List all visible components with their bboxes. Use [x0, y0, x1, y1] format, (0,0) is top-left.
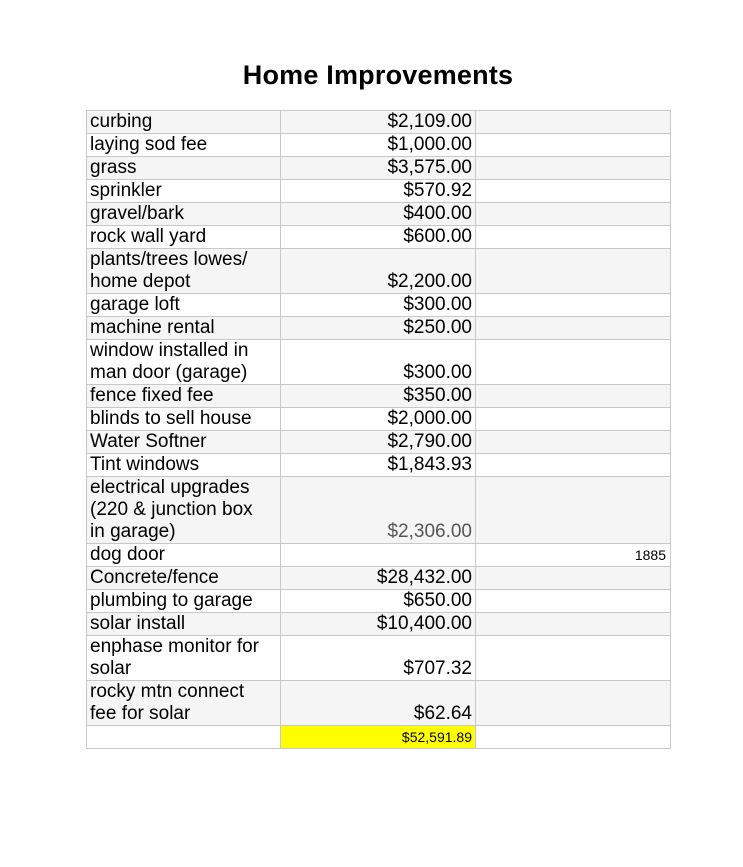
table-row — [87, 111, 671, 134]
improvements-table — [86, 110, 671, 749]
extra-cell[interactable] — [476, 180, 671, 203]
extra-cell[interactable] — [476, 157, 671, 180]
amount-cell[interactable]: $1,000.00 — [281, 134, 476, 157]
extra-cell[interactable] — [476, 477, 671, 544]
amount-cell[interactable]: $300.00 — [281, 294, 476, 317]
amount-cell[interactable]: $250.00 — [281, 317, 476, 340]
table-row — [87, 613, 671, 636]
table-row — [87, 294, 671, 317]
table-row — [87, 590, 671, 613]
item-cell[interactable]: rocky mtn connect fee for solar — [87, 681, 281, 726]
item-cell[interactable]: window installed in man door (garage) — [87, 340, 281, 385]
item-cell[interactable]: curbing — [87, 111, 281, 134]
extra-cell[interactable] — [476, 226, 671, 249]
extra-cell[interactable] — [476, 317, 671, 340]
table-row — [87, 317, 671, 340]
extra-cell[interactable]: 1885 — [476, 544, 671, 567]
table-row — [87, 431, 671, 454]
total-label-cell[interactable] — [87, 726, 281, 749]
item-cell[interactable]: laying sod fee — [87, 134, 281, 157]
amount-cell[interactable]: $350.00 — [281, 385, 476, 408]
item-cell[interactable]: electrical upgrades (220 & junction box in garage) — [87, 477, 281, 544]
amount-cell[interactable]: $707.32 — [281, 636, 476, 681]
item-cell[interactable]: sprinkler — [87, 180, 281, 203]
extra-cell[interactable] — [476, 134, 671, 157]
extra-cell[interactable] — [476, 385, 671, 408]
table-row — [87, 203, 671, 226]
item-cell[interactable]: gravel/bark — [87, 203, 281, 226]
amount-cell[interactable]: $570.92 — [281, 180, 476, 203]
extra-cell[interactable] — [476, 590, 671, 613]
item-cell[interactable]: machine rental — [87, 317, 281, 340]
item-cell[interactable]: grass — [87, 157, 281, 180]
total-extra-cell[interactable] — [476, 726, 671, 749]
table-row — [87, 681, 671, 726]
table-row — [87, 636, 671, 681]
extra-cell[interactable] — [476, 681, 671, 726]
table-row — [87, 340, 671, 385]
amount-cell[interactable]: $1,843.93 — [281, 454, 476, 477]
table-row — [87, 408, 671, 431]
extra-cell[interactable] — [476, 636, 671, 681]
item-cell[interactable]: fence fixed fee — [87, 385, 281, 408]
total-row — [87, 726, 671, 749]
table-row — [87, 544, 671, 567]
table-body — [87, 111, 671, 749]
table-row — [87, 180, 671, 203]
item-cell[interactable]: solar install — [87, 613, 281, 636]
total-amount-cell[interactable]: $52,591.89 — [281, 726, 476, 749]
item-cell[interactable]: plumbing to garage — [87, 590, 281, 613]
amount-cell[interactable]: $2,109.00 — [281, 111, 476, 134]
item-cell[interactable]: blinds to sell house — [87, 408, 281, 431]
amount-cell[interactable]: $28,432.00 — [281, 567, 476, 590]
extra-cell[interactable] — [476, 567, 671, 590]
table-row — [87, 226, 671, 249]
item-cell[interactable]: garage loft — [87, 294, 281, 317]
item-cell[interactable]: Tint windows — [87, 454, 281, 477]
extra-cell[interactable] — [476, 408, 671, 431]
item-cell[interactable]: dog door — [87, 544, 281, 567]
item-cell[interactable]: enphase monitor for solar — [87, 636, 281, 681]
amount-cell[interactable]: $600.00 — [281, 226, 476, 249]
extra-cell[interactable] — [476, 613, 671, 636]
table-row — [87, 157, 671, 180]
amount-cell[interactable]: $2,200.00 — [281, 249, 476, 294]
table-row — [87, 134, 671, 157]
extra-cell[interactable] — [476, 111, 671, 134]
amount-cell[interactable]: $650.00 — [281, 590, 476, 613]
amount-cell[interactable] — [281, 544, 476, 567]
extra-cell[interactable] — [476, 431, 671, 454]
amount-cell[interactable]: $10,400.00 — [281, 613, 476, 636]
extra-cell[interactable] — [476, 249, 671, 294]
amount-cell[interactable]: $300.00 — [281, 340, 476, 385]
extra-cell[interactable] — [476, 203, 671, 226]
item-cell[interactable]: plants/trees lowes/ home depot — [87, 249, 281, 294]
extra-cell[interactable] — [476, 294, 671, 317]
amount-cell[interactable]: $400.00 — [281, 203, 476, 226]
table-row — [87, 567, 671, 590]
table-row — [87, 454, 671, 477]
amount-cell[interactable]: $2,790.00 — [281, 431, 476, 454]
table-row — [87, 385, 671, 408]
amount-cell[interactable]: $2,306.00 — [281, 477, 476, 544]
amount-cell[interactable]: $3,575.00 — [281, 157, 476, 180]
amount-cell[interactable]: $62.64 — [281, 681, 476, 726]
item-cell[interactable]: Water Softner — [87, 431, 281, 454]
table-row — [87, 249, 671, 294]
page-title: Home Improvements — [242, 60, 514, 90]
extra-cell[interactable] — [476, 340, 671, 385]
item-cell[interactable]: Concrete/fence — [87, 567, 281, 590]
item-cell[interactable]: rock wall yard — [87, 226, 281, 249]
extra-cell[interactable] — [476, 454, 671, 477]
table-row — [87, 477, 671, 544]
amount-cell[interactable]: $2,000.00 — [281, 408, 476, 431]
